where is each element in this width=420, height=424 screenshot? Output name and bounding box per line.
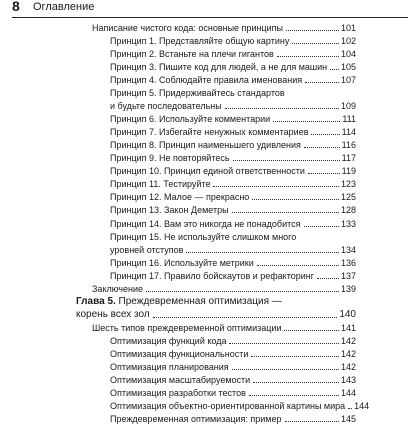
toc-entry (110, 179, 356, 189)
toc-leader-dots (146, 290, 339, 292)
toc-entry (110, 49, 356, 59)
toc-entry-title: Оптимизация функциональности (110, 349, 249, 359)
toc-entry-title: Принцип 10. Принцип единой ответственности (110, 166, 305, 176)
toc-entry-title: Принцип 15. Не используйте слишком много (110, 232, 297, 242)
toc-leader-dots (308, 172, 340, 174)
toc-entry (110, 271, 356, 281)
toc-page-number: 107 (340, 75, 356, 85)
toc-entry-title: Оптимизация функций кода (110, 336, 227, 346)
toc-entry (110, 219, 356, 229)
toc-page-number: 104 (340, 49, 356, 59)
toc-entry (110, 349, 356, 359)
header-rule (12, 17, 408, 18)
toc-entry-title: Принцип 2. Встаньте на плечи гигантов (110, 49, 274, 59)
toc-entry-title: Принцип 8. Принцип наименьшего удивления (110, 140, 301, 150)
toc-leader-dots (304, 146, 340, 148)
toc-entry-title: Принцип 1. Представляйте общую картину (110, 36, 290, 46)
toc-entry (110, 245, 356, 255)
toc-page-number: 133 (340, 219, 356, 229)
toc-entry (110, 205, 356, 215)
toc-entry-title: Принцип 7. Избегайте ненужных комментариев (110, 127, 309, 137)
toc-entry-title-cont: уровней отступов (110, 245, 184, 255)
toc-page-number: 145 (340, 414, 356, 424)
toc-page-number: 116 (341, 140, 356, 150)
toc-page-number: 101 (340, 23, 356, 33)
toc-page-number: 141 (340, 323, 356, 333)
toc-leader-dots (348, 407, 352, 409)
toc-page-number: 139 (340, 284, 356, 294)
toc-page-number: 134 (340, 245, 356, 255)
toc-entry (110, 258, 356, 268)
toc-page-number: 144 (354, 401, 370, 411)
toc-leader-dots (249, 394, 339, 396)
page-header (12, 0, 408, 18)
toc-entry (92, 284, 356, 294)
toc-entry-title: Принцип 3. Пишите код для людей, а не для машин (110, 62, 328, 72)
toc-page-number: 125 (340, 192, 356, 202)
toc-leader-dots (273, 120, 340, 122)
toc-entry (92, 23, 356, 33)
toc-page-number: 142 (340, 362, 356, 372)
toc-entry-title: Преждевременная оптимизация: пример (110, 414, 282, 424)
toc-entry-title: Принцип 6. Используйте комментарии (110, 114, 271, 124)
toc-entry (110, 401, 370, 411)
toc-page-number: 143 (340, 375, 356, 385)
toc-entry-title: Шесть типов преждевременной оптимизации (92, 323, 282, 333)
toc-leader-dots (232, 368, 339, 370)
toc-leader-dots (311, 133, 339, 135)
toc-page-number: 140 (339, 309, 356, 320)
toc-entry (110, 414, 356, 424)
toc-entry (92, 323, 356, 333)
toc-entry-title: Оптимизация планирования (110, 362, 229, 372)
toc-leader-dots (213, 185, 338, 187)
running-title: Оглавление (33, 1, 95, 13)
toc-entry-title: Оптимизация объектно-ориентированной картины мира (110, 401, 346, 411)
chapter-label: Глава 5. (76, 296, 116, 307)
toc-leader-dots (232, 211, 339, 213)
toc-entry (110, 192, 356, 202)
toc-entry-title: Принцип 5. Придерживайтесь стандартов (110, 88, 285, 98)
toc-page-number: 109 (340, 101, 356, 111)
toc-leader-dots (253, 381, 339, 383)
toc-entry-title: Оптимизация разработки тестов (110, 388, 246, 398)
chapter-title: Преждевременная оптимизация — (115, 296, 282, 307)
toc-leader-dots (229, 342, 339, 344)
toc-entry (110, 375, 356, 385)
toc-entry-line1 (110, 232, 356, 242)
toc-leader-dots (225, 107, 339, 109)
toc-leader-dots (252, 198, 339, 200)
toc-page-number: 142 (340, 349, 356, 359)
toc-page-number: 123 (340, 179, 356, 189)
toc-page-number: 102 (340, 36, 356, 46)
toc-leader-dots (330, 68, 339, 70)
toc-leader-dots (186, 251, 339, 253)
toc-entry-title: Принцип 9. Не повторяйтесь (110, 153, 230, 163)
toc-entry (110, 101, 356, 111)
toc-leader-dots (304, 225, 339, 227)
toc-leader-dots (284, 329, 338, 331)
toc-entry-title: Принцип 4. Соблюдайте правила именования (110, 75, 303, 85)
toc-page-number: 128 (340, 205, 356, 215)
toc-entry (110, 140, 356, 150)
toc-entry (110, 336, 356, 346)
toc-entry (110, 75, 356, 85)
toc-leader-dots (257, 264, 339, 266)
toc-leader-dots (233, 159, 340, 161)
toc-entry (110, 362, 356, 372)
toc-entry-title: Написание чистого кода: основные принципы (92, 23, 283, 33)
chapter-heading (76, 310, 356, 320)
toc-page-number: 136 (340, 258, 356, 268)
toc-leader-dots (317, 277, 339, 279)
page-number: 8 (12, 0, 20, 14)
toc-leader-dots (251, 355, 339, 357)
toc-entry-title: Принцип 11. Тестируйте (110, 179, 211, 189)
toc-page-number: 105 (340, 62, 356, 72)
toc-entry-title: Принцип 12. Малое — прекрасно (110, 192, 250, 202)
toc-entry-title: Принцип 17. Правило бойскаутов и рефакторинг (110, 271, 315, 281)
toc-entry (110, 166, 356, 176)
toc-page-number: 144 (340, 388, 356, 398)
toc-leader-dots (285, 420, 339, 422)
toc-entry-title-cont: и будьте последовательны (110, 101, 222, 111)
toc-leader-dots (292, 42, 339, 44)
toc-page-number: 142 (340, 336, 356, 346)
toc-page-number: 117 (341, 153, 356, 163)
toc-entry-line1 (110, 88, 356, 98)
toc-entry (110, 62, 356, 72)
toc-leader-dots (277, 55, 339, 57)
toc-entry (110, 127, 356, 137)
toc-entry (110, 153, 356, 163)
toc-page-number: 119 (341, 166, 356, 176)
chapter-title-cont: корень всех зол (76, 309, 150, 320)
toc-page-number: 111 (342, 114, 356, 124)
toc-entry-title: Принцип 13. Закон Деметры (110, 205, 229, 215)
toc-entry-title: Принцип 14. Вам это никогда не понадобится (110, 219, 301, 229)
toc-leader-dots (153, 316, 338, 318)
toc-entry-title: Заключение (92, 284, 143, 294)
toc-leader-dots (286, 29, 339, 31)
toc-page-number: 137 (340, 271, 356, 281)
toc-entry-title: Принцип 16. Используйте метрики (110, 258, 254, 268)
chapter-heading-line1 (76, 297, 356, 307)
toc-leader-dots (305, 81, 339, 83)
toc-entry (110, 36, 356, 46)
toc-entry-title: Оптимизация масштабируемости (110, 375, 251, 385)
toc-entry (110, 114, 356, 124)
toc-page-number: 114 (341, 127, 356, 137)
toc-entry (110, 388, 356, 398)
